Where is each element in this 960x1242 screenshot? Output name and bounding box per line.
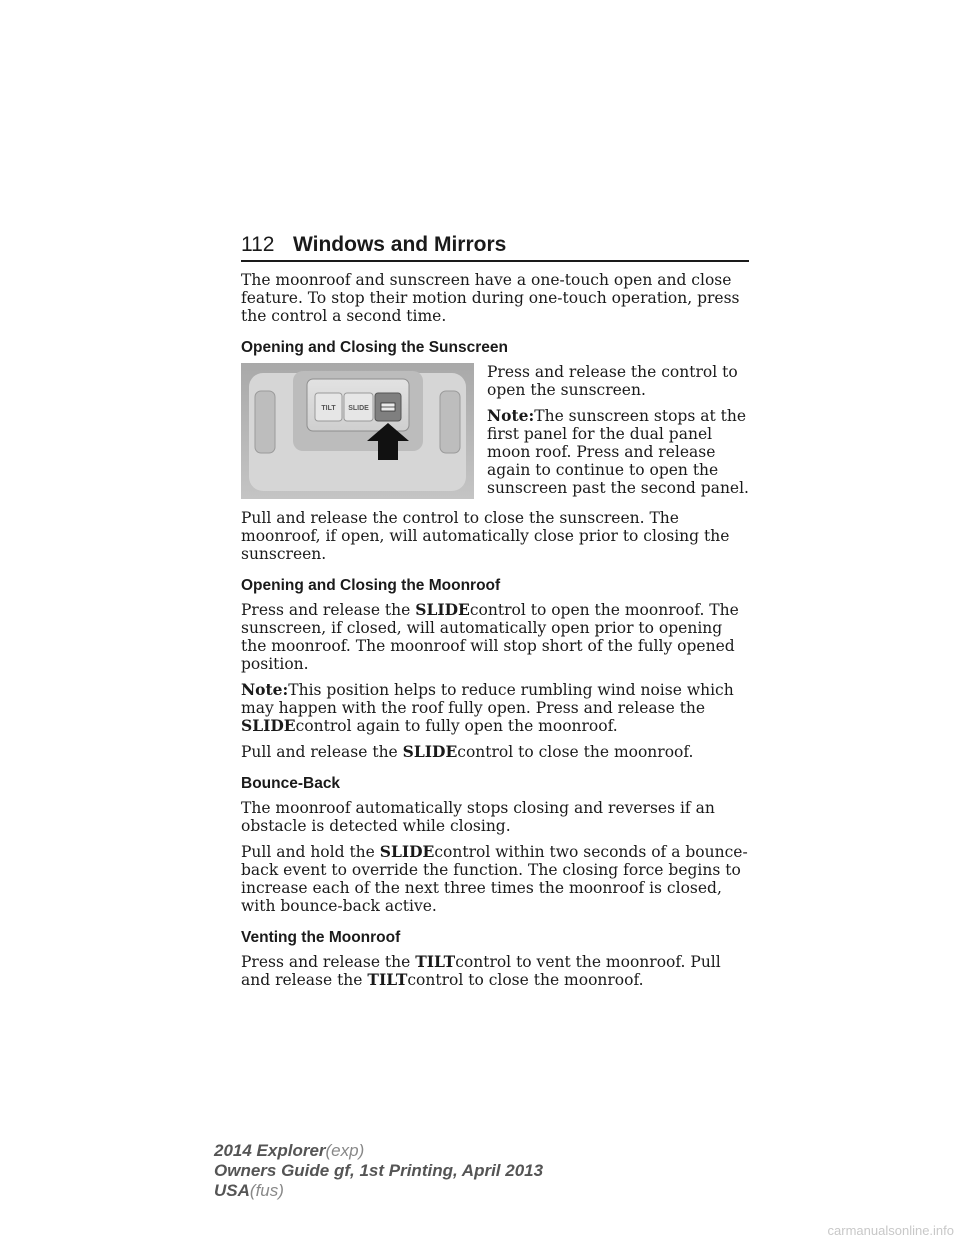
footer-region-code: (fus) <box>249 1181 284 1200</box>
text-run: Press and release the <box>241 953 416 971</box>
footer-region-line <box>214 1181 543 1201</box>
note-label: Note: <box>241 680 289 699</box>
text-run: control to close the moonroof. <box>407 971 644 989</box>
page-header <box>241 232 749 262</box>
text-run: control to vent the moonroof. Pull and release the <box>241 953 721 989</box>
tilt-label: TILT <box>321 405 336 412</box>
text-run: control to open the moonroof. The sunscreen, if closed, will automatically open prior to opening the moonroof. The moonroof will stop short of the fully opened position. <box>241 601 739 673</box>
chapter-title: Windows and Mirrors <box>293 233 507 256</box>
text-run: This position helps to reduce rumbling wind noise which may happen with the roof fully open. Press and release the <box>241 681 734 717</box>
text-run: control again to fully open the moonroof. <box>295 717 618 735</box>
footer-model-line <box>214 1141 543 1161</box>
text-run: Pull and hold the <box>241 843 380 861</box>
bounce-back-paragraph-1: The moonroof automatically stops closing and reverses if an obstacle is detected while closing. <box>241 799 715 835</box>
slide-label: SLIDE <box>348 405 369 412</box>
sunscreen-heading: Opening and Closing the Sunscreen <box>241 339 508 356</box>
slide-term: SLIDE <box>402 742 458 761</box>
watermark: carmanualsonline.info <box>827 1223 954 1238</box>
note-label: Note: <box>487 406 535 425</box>
venting-heading: Venting the Moonroof <box>241 929 401 946</box>
venting-paragraph <box>241 953 751 989</box>
footer-model: 2014 Explorer <box>214 1141 326 1160</box>
bounce-back-paragraph-2 <box>241 843 751 915</box>
text-run: control to close the moonroof. <box>457 743 694 761</box>
tilt-term: TILT <box>415 952 456 971</box>
slide-term: SLIDE <box>379 842 435 861</box>
moonroof-heading: Opening and Closing the Moonroof <box>241 577 501 594</box>
slide-term: SLIDE <box>415 600 470 619</box>
moonroof-open-paragraph <box>241 601 751 673</box>
note-text: The sunscreen stops at the first panel for the dual panel moon roof. Press and release again to continue to open the sunscreen past the second panel. <box>487 407 749 497</box>
tilt-term: TILT <box>367 970 408 989</box>
footer-region: USA <box>214 1181 250 1200</box>
bounce-back-heading: Bounce-Back <box>241 775 341 792</box>
sunscreen-open-text: Press and release the control to open the sunscreen. <box>487 363 738 399</box>
intro-paragraph: The moonroof and sunscreen have a one-touch open and close feature. To stop their motion during one-touch operation, press the control a second time. <box>241 271 740 325</box>
text-run: Press and release the <box>241 601 416 619</box>
slide-term: SLIDE <box>241 716 296 735</box>
page-footer <box>214 1141 543 1201</box>
text-run: Pull and release the <box>241 743 403 761</box>
sunscreen-side-text <box>487 363 751 505</box>
moonroof-note-paragraph <box>241 681 751 735</box>
header-rule <box>241 260 749 262</box>
page-content <box>241 271 751 997</box>
sunscreen-close-paragraph: Pull and release the control to close the sunscreen. The moonroof, if open, will automatically close prior to closing the sunscreen. <box>241 509 730 563</box>
footer-guide-line: Owners Guide gf, 1st Printing, April 2013 <box>214 1161 544 1180</box>
sunscreen-figure-row <box>241 363 751 503</box>
moonroof-close-paragraph <box>241 743 751 761</box>
page-number: 112 <box>241 233 275 256</box>
overhead-console-illustration <box>241 363 474 499</box>
footer-model-code: (exp) <box>325 1141 365 1160</box>
text-run: control within two seconds of a bounce-back event to override the function. The closing force begins to increase each of the next three times the moonroof is closed, with bounce-back active. <box>241 843 748 915</box>
sunscreen-note <box>487 407 751 497</box>
